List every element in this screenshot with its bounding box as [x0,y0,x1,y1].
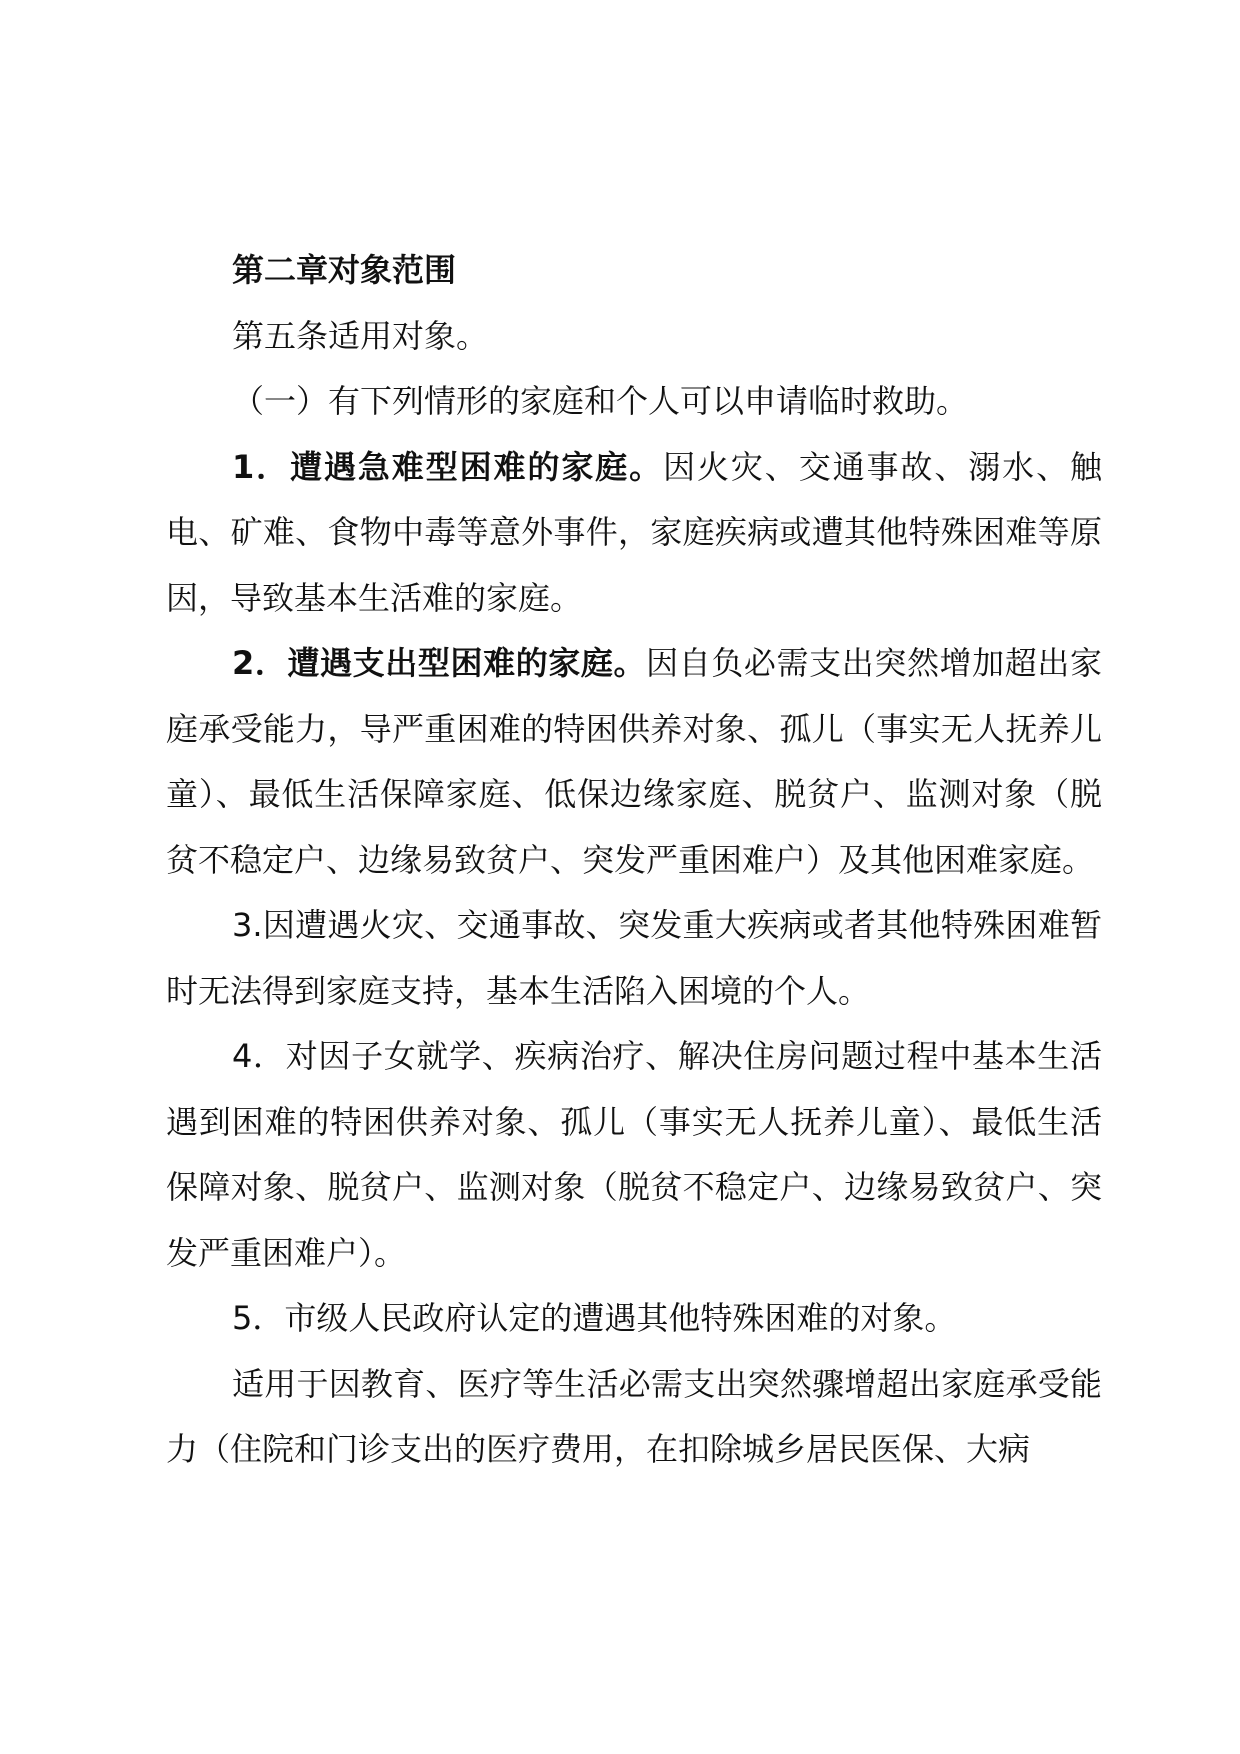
item-body-5: 5．市级人民政府认定的遭遇其他特殊困难的对象。 [232,1299,957,1337]
item-body-4: 4．对因子女就学、疾病治疗、解决住房问题过程中基本生活遇到困难的特困供养对象、孤儿（事实无人抚养儿童）、最低生活保障对象、脱贫户、监测对象（脱贫不稳定户、边缘易致贫户、突发严重困难户）。 [166,1037,1102,1272]
item-body-3: 3.因遭遇火灾、交通事故、突发重大疾病或者其他特殊困难暂时无法得到家庭支持，基本生活陷入困境的个人。 [166,906,1102,1010]
item-lead-1: 1．遭遇急难型困难的家庭。 [232,447,664,486]
closing-paragraph: 适用于因教育、医疗等生活必需支出突然骤增超出家庭承受能力（住院和门诊支出的医疗费用，在扣除城乡居民医保、大病 [166,1364,1102,1468]
item-paragraph-1 [166,435,1102,632]
item-paragraph-4 [166,1024,1102,1286]
article-title: 第五条适用对象。 [232,316,489,355]
item-body-1: 因火灾、交通事故、溺水、触电、矿难、食物中毒等意外事件，家庭疾病或遭其他特殊困难等原因，导致基本生活难的家庭。 [166,447,1102,617]
chapter-title: 第二章对象范围 [232,251,457,289]
item-paragraph-2 [166,631,1102,893]
item-lead-2: 2．遭遇支出型困难的家庭。 [232,644,647,682]
item-body-2: 因自负必需支出突然增加超出家庭承受能力，导严重困难的特困供养对象、孤儿（事实无人抚养儿童）、最低生活保障家庭、低保边缘家庭、脱贫户、监测对象（脱贫不稳定户、边缘易致贫户、突发严重困难户）及其他困难家庭。 [166,644,1102,879]
item-paragraph-3 [166,893,1102,1024]
item-paragraph-5 [166,1286,1102,1352]
document-body [166,238,1102,1483]
section-one-paragraph: （一）有下列情形的家庭和个人可以申请临时救助。 [232,382,969,420]
